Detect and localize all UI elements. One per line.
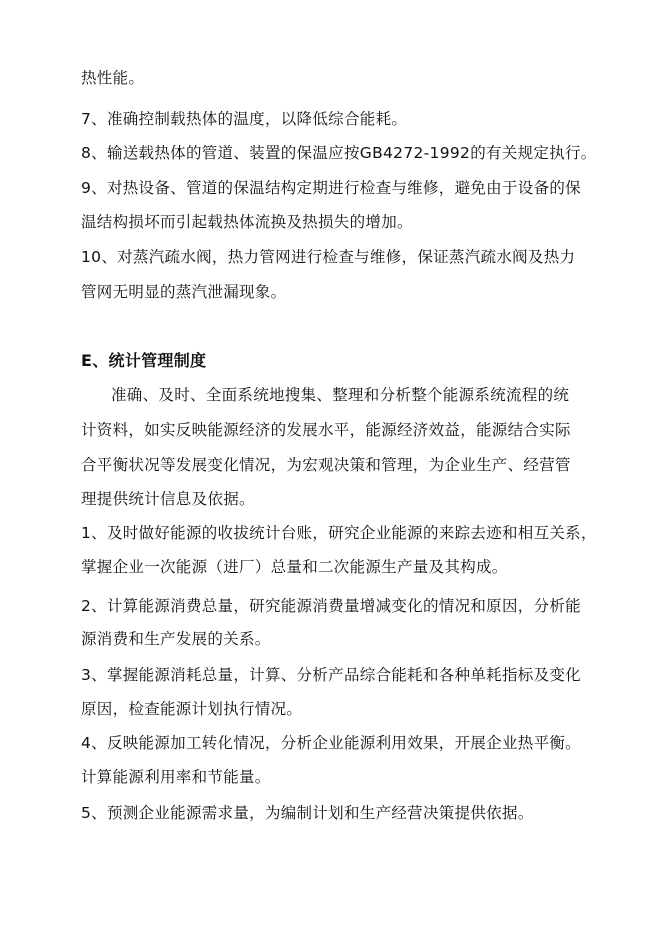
- text-line: 8、输送载热体的管道、装置的保温应按GB4272-1992的有关规定执行。: [81, 144, 597, 162]
- list-item-line: 1、及时做好能源的收拔统计台账，研究企业能源的来踪去迹和相互关系，: [81, 524, 597, 542]
- text-line: 7、准确控制载热体的温度，以降低综合能耗。: [81, 110, 408, 128]
- list-item-line: 原因，检查能源计划执行情况。: [81, 700, 303, 718]
- list-item-line: 3、掌握能源消耗总量，计算、分析产品综合能耗和各种单耗指标及变化: [81, 666, 581, 684]
- list-item-line: 掌握企业一次能源（进厂）总量和二次能源生产量及其构成。: [81, 558, 508, 576]
- list-item-line: 4、反映能源加工转化情况，分析企业能源利用效果，开展企业热平衡。: [81, 734, 581, 752]
- section-heading: E、统计管理制度: [81, 351, 207, 370]
- paragraph-line: 合平衡状况等发展变化情况，为宏观决策和管理，为企业生产、经营管: [81, 456, 571, 474]
- paragraph-line: 准确、及时、全面系统地搜集、整理和分析整个能源系统流程的统: [111, 386, 570, 404]
- paragraph-line: 理提供统计信息及依据。: [81, 490, 255, 508]
- text-line: 9、对热设备、管道的保温结构定期进行检查与维修，避免由于设备的保: [81, 179, 581, 197]
- paragraph-line: 计资料，如实反映能源经济的发展水平，能源经济效益，能源结合实际: [81, 421, 571, 439]
- list-item-line: 计算能源利用率和节能量。: [81, 768, 271, 786]
- text-line: 10、对蒸汽疏水阀，热力管网进行检查与维修，保证蒸汽疏水阀及热力: [81, 248, 576, 266]
- text-line: 管网无明显的蒸汽泄漏现象。: [81, 283, 287, 301]
- list-item-line: 源消费和生产发展的关系。: [81, 630, 271, 648]
- list-item-line: 2、计算能源消费总量，研究能源消费量增减变化的情况和原因，分析能: [81, 597, 581, 615]
- text-line: 热性能。: [81, 69, 145, 87]
- text-line: 温结构损坏而引起载热体流换及热损失的增加。: [81, 213, 413, 231]
- list-item-line: 5、预测企业能源需求量，为编制计划和生产经营决策提供依据。: [81, 804, 534, 822]
